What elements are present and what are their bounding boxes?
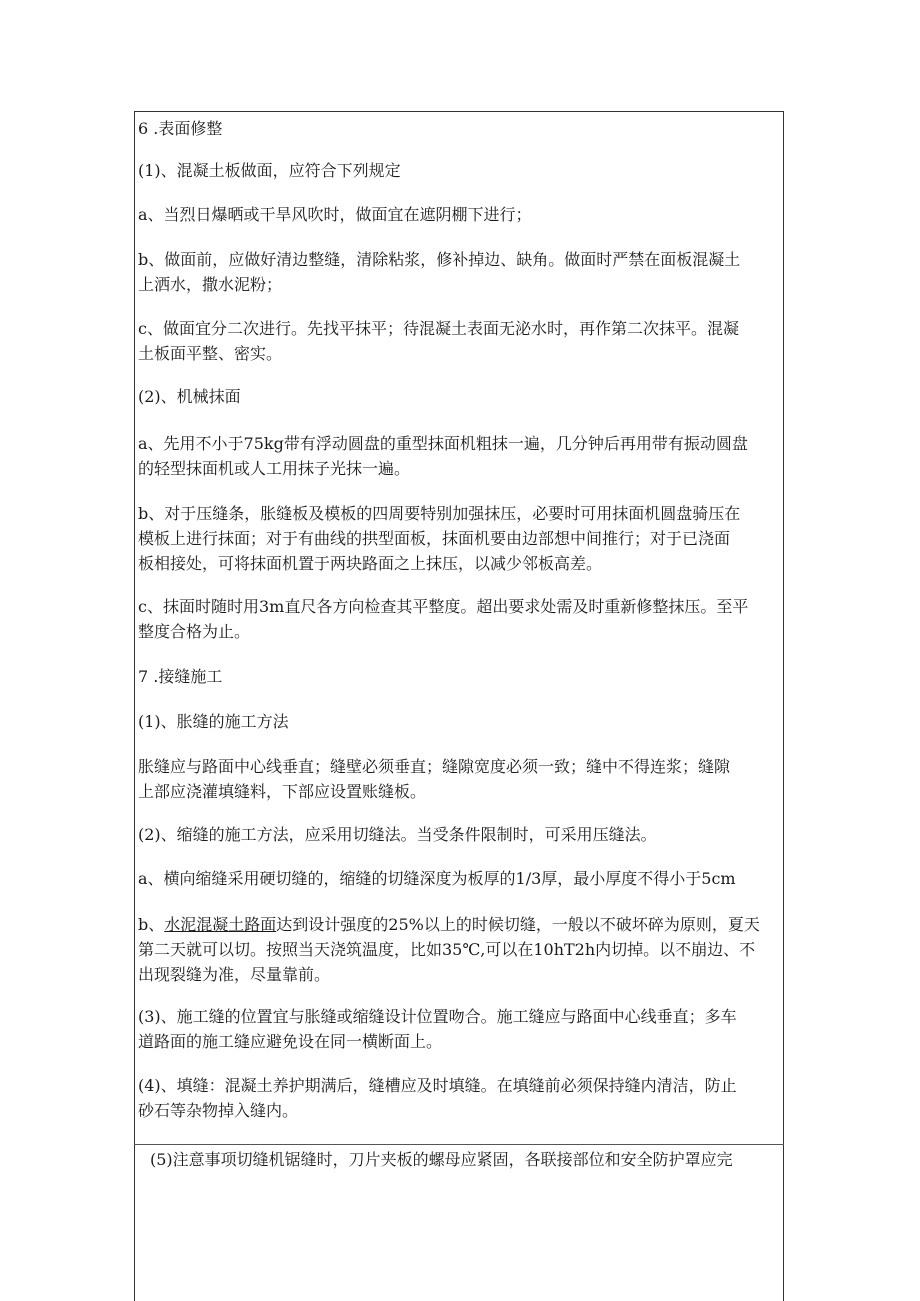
- text-fragment: b、: [138, 915, 165, 934]
- text-line: 第二天就可以切。按照当天浇筑温度，比如35℃,可以在10hT2h内切掉。以不崩边、不: [138, 940, 756, 959]
- paragraph: [138, 316, 782, 366]
- text-line: b、做面前，应做好清边整缝，清除粘浆，修补掉边、缺角。做面时严禁在面板混凝土: [138, 250, 741, 269]
- text-line: (2)、缩缝的施工方法，应采用切缝法。当受条件限制时，可采用压缝法。: [138, 825, 657, 844]
- text-line: 上洒水，撒水泥粉；: [138, 275, 283, 294]
- text-line: 6 .表面修整: [138, 119, 223, 138]
- paragraph: [138, 431, 782, 481]
- paragraph: [138, 1073, 782, 1123]
- row-divider: [134, 1144, 784, 1145]
- paragraph: [138, 866, 782, 891]
- text-line: a、先用不小于75kg带有浮动圆盘的重型抹面机粗抹一遍，几分钟后再用带有振动圆盘: [138, 434, 748, 453]
- subsection-heading: [138, 822, 782, 847]
- text-line: a、横向缩缝采用硬切缝的，缩缝的切缝深度为板厚的1/3厚，最小厚度不得小于5cm: [138, 869, 736, 888]
- text-fragment: 达到设计强度的25%以上的时候切缝，一般以不破坏碎为原则，夏天: [276, 915, 760, 934]
- paragraph: [138, 912, 782, 987]
- paragraph: [138, 594, 782, 644]
- text-line: (4)、填缝：混凝土养护期满后，缝槽应及时填缝。在填缝前必须保持缝内清洁，防止: [138, 1076, 737, 1095]
- subsection-heading: [138, 158, 782, 183]
- section-heading-6: [138, 116, 782, 141]
- section-heading-7: [138, 664, 782, 689]
- text-line: 出现裂缝为准，尽量靠前。: [138, 965, 331, 984]
- paragraph: [138, 202, 782, 227]
- text-line: (1)、混凝土板做面，应符合下列规定: [138, 161, 401, 180]
- underlined-term-link[interactable]: 水泥混凝土路面: [164, 915, 277, 934]
- text-line: (2)、机械抹面: [138, 387, 241, 406]
- text-line: 砂石等杂物掉入缝内。: [138, 1101, 299, 1120]
- text-line: 上部应浇灌填缝料，下部应设置账缝板。: [138, 782, 427, 801]
- text-line: 7 .接缝施工: [138, 667, 223, 686]
- text-line: (3)、施工缝的位置宜与胀缝或缩缝设计位置吻合。施工缝应与路面中心线垂直；多车: [138, 1007, 737, 1026]
- text-line: a、当烈日爆晒或干旱风吹时，做面宜在遮阴棚下进行；: [138, 205, 532, 224]
- text-line: 的轻型抹面机或人工用抹子光抹一遍。: [138, 459, 411, 478]
- paragraph: [150, 1147, 782, 1172]
- text-line: [138, 912, 782, 937]
- text-line: 胀缝应与路面中心线垂直；缝壁必须垂直；缝隙宽度必须一致；缝中不得连浆；缝隙: [138, 757, 731, 776]
- text-line: 板相接处，可将抹面机置于两块路面之上抹压，以减少邻板高差。: [138, 554, 603, 573]
- paragraph: [138, 1004, 782, 1054]
- subsection-heading: [138, 709, 782, 734]
- paragraph: [138, 247, 782, 297]
- paragraph: [138, 501, 782, 576]
- text-line: c、做面宜分二次进行。先找平抹平；待混凝土表面无泌水时，再作第二次抹平。混凝: [138, 319, 739, 338]
- paragraph: [138, 754, 782, 804]
- text-line: (5)注意事项切缝机锯缝时，刀片夹板的螺母应紧固，各联接部位和安全防护罩应完: [150, 1150, 733, 1169]
- text-line: 土板面平整、密实。: [138, 344, 283, 363]
- text-line: 整度合格为止。: [138, 622, 251, 641]
- text-line: b、对于压缝条，胀缝板及模板的四周要特别加强抹压，必要时可用抹面机圆盘骑压在: [138, 504, 741, 523]
- subsection-heading: [138, 384, 782, 409]
- text-line: 模板上进行抹面；对于有曲线的拱型面板，抹面机要由边部想中间推行；对于已浇面: [138, 529, 731, 548]
- text-line: (1)、胀缝的施工方法: [138, 712, 289, 731]
- text-line: 道路面的施工缝应避免设在同一横断面上。: [138, 1032, 443, 1051]
- text-line: c、抹面时随时用3m直尺各方向检查其平整度。超出要求处需及时重新修整抹压。至平: [138, 597, 749, 616]
